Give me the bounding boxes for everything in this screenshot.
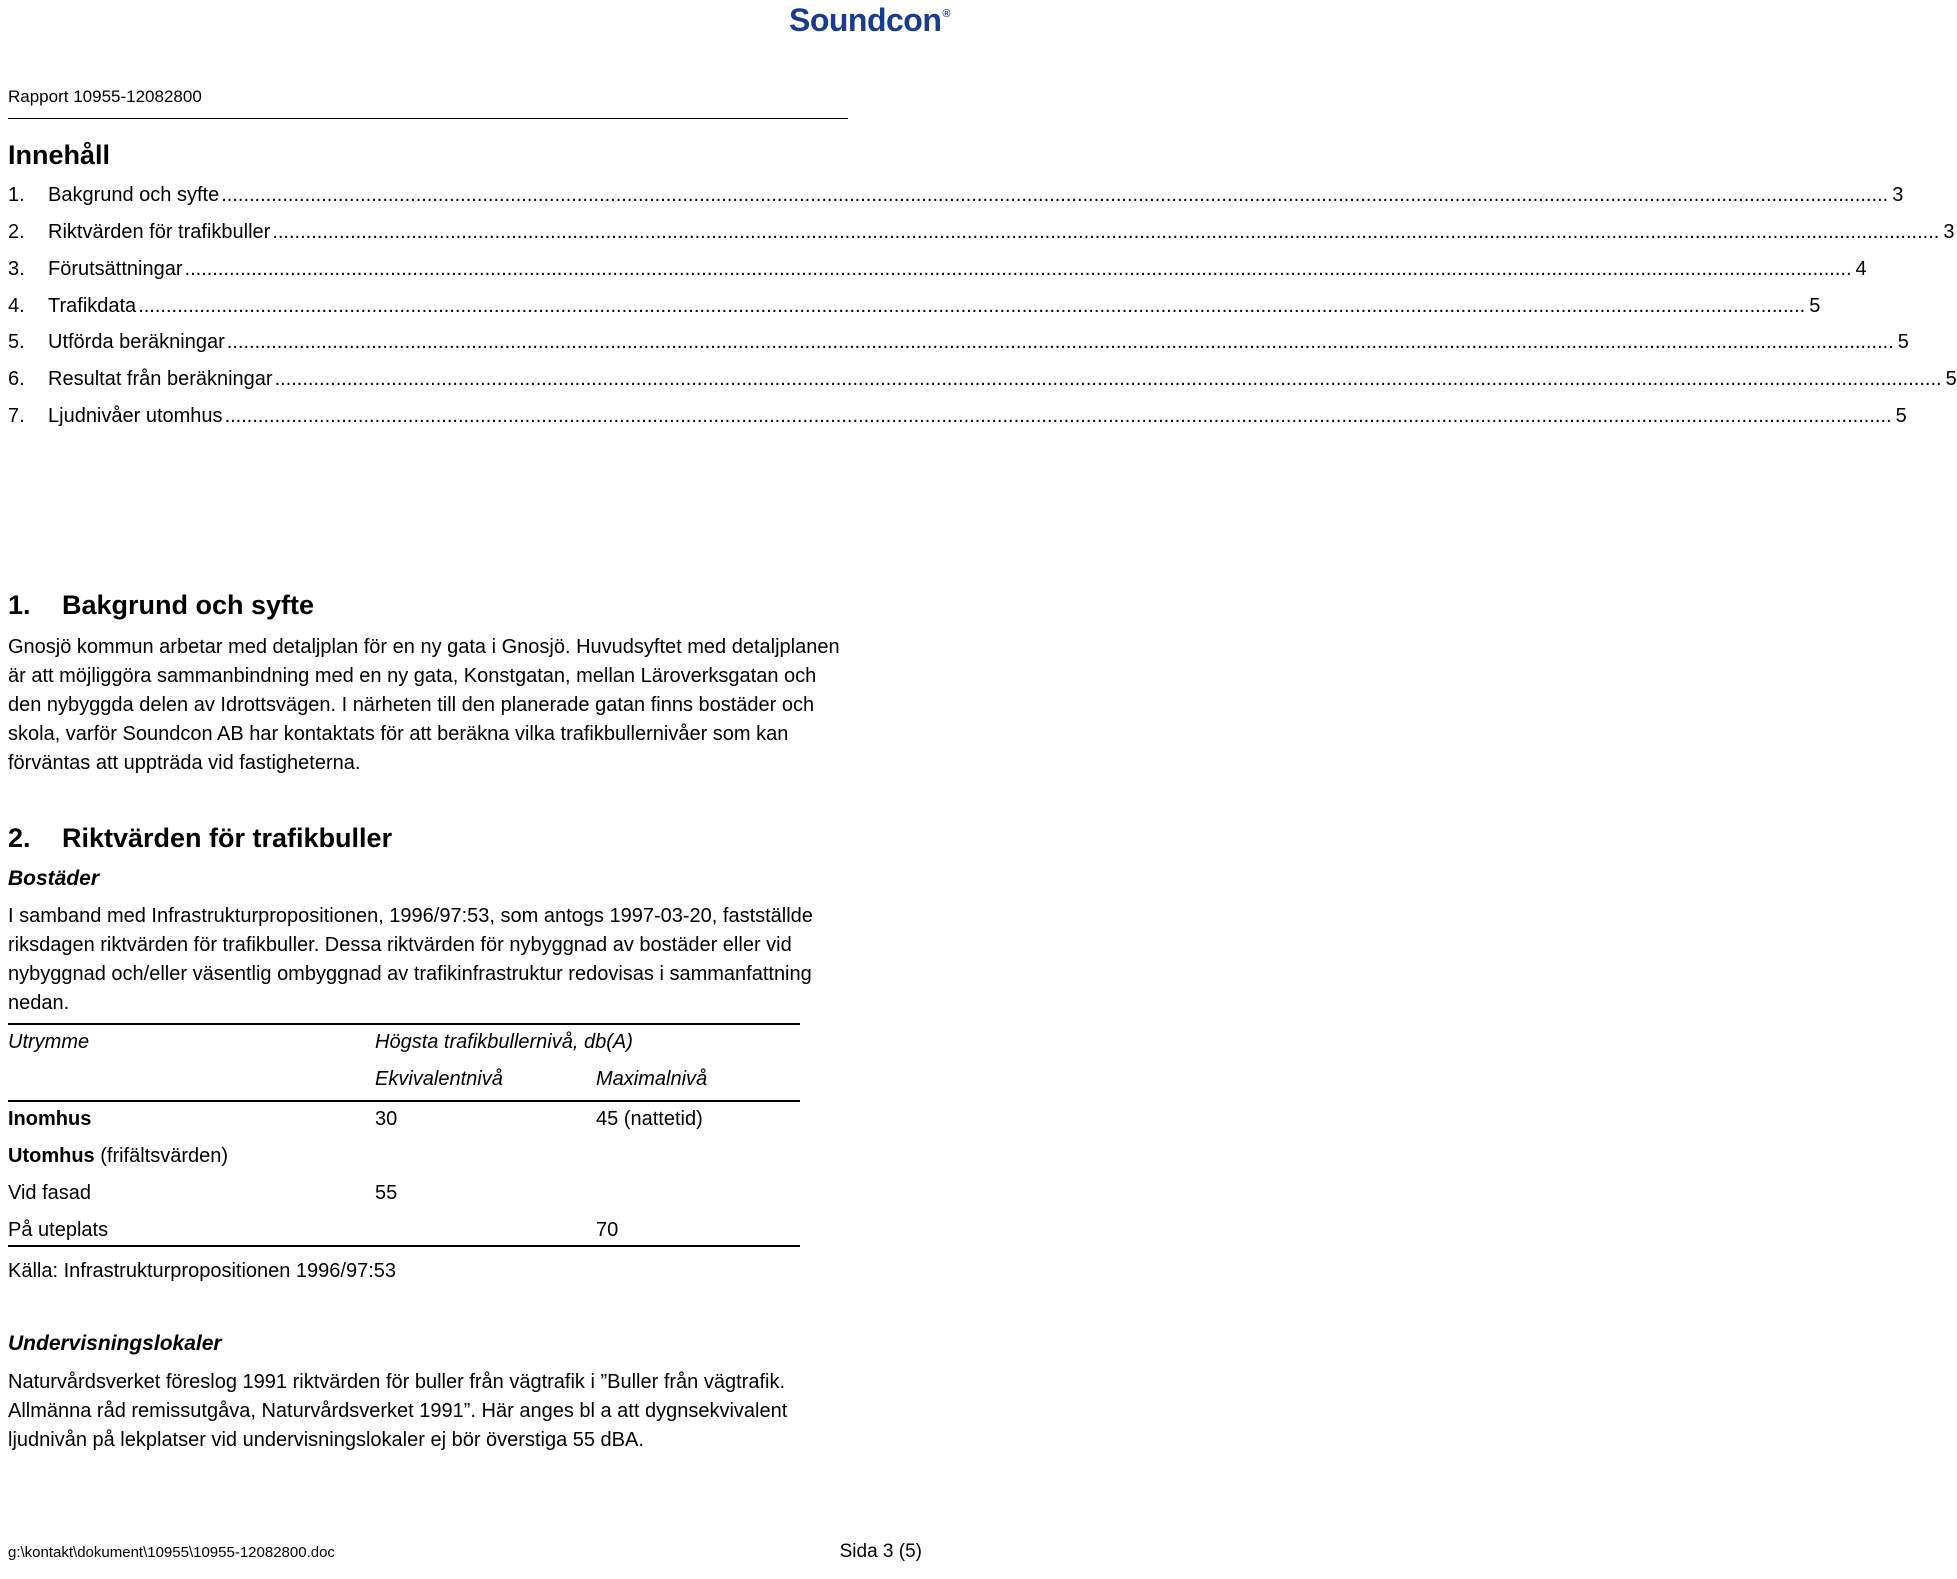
- table-header-rule: [8, 1100, 800, 1102]
- report-id: Rapport 10955-12082800: [8, 87, 202, 106]
- table-header-group: Högsta trafikbullernivå, db(A): [375, 1031, 633, 1053]
- toc-item-page: 3: [1943, 221, 1955, 243]
- row-indoor-label: Inomhus: [8, 1108, 92, 1130]
- toc-item[interactable]: 6. Resultat från beräkningar ............................................................................................................................................................................................................................................................................................................ 5: [8, 368, 1957, 390]
- toc-item-page: 5: [1895, 405, 1907, 427]
- table-header-room: Utrymme: [8, 1031, 90, 1053]
- toc-leader: ............................................................................................................................................................................................................................................................................................................: [224, 405, 1892, 427]
- row-facade-label: Vid fasad: [8, 1182, 92, 1204]
- toc-item[interactable]: 5. Utförda beräkningar ............................................................................................................................................................................................................................................................................................................ 5: [8, 331, 1909, 353]
- section-2-body: I samband med Infrastrukturpropositionen, 1996/97:53, som antogs 1997-03-20, fastställde riksdagen riktvärden för trafikbuller. Dessa riktvärden för nybyggnad av bostäder eller vid nybyggnad och/eller väsentlig ombyggnad av trafikinfrastruktur redovisas i sammanfattning nedan.: [8, 905, 813, 1014]
- toc-item[interactable]: 4. Trafikdata ............................................................................................................................................................................................................................................................................................................ 5: [8, 295, 1821, 317]
- row-indoor-maximum: 45 (nattetid): [596, 1108, 703, 1130]
- table-source: Källa: Infrastrukturpropositionen 1996/97:53: [8, 1260, 397, 1282]
- table-top-rule: [8, 1023, 800, 1025]
- table-header-equivalent: Ekvivalentnivå: [375, 1068, 503, 1090]
- section-2-heading: 2. Riktvärden för trafikbuller: [8, 823, 393, 853]
- toc-item-page: 5: [1809, 295, 1821, 317]
- footer-page-number: Sida 3 (5): [839, 1541, 922, 1562]
- header-divider: [8, 118, 848, 119]
- row-outdoor-label: Utomhus (frifältsvärden): [8, 1145, 229, 1167]
- toc-item-page: 5: [1945, 368, 1957, 390]
- toc-item[interactable]: 1. Bakgrund och syfte ............................................................................................................................................................................................................................................................................................................ 3: [8, 184, 1904, 206]
- row-facade-equivalent: 55: [375, 1182, 398, 1204]
- toc-item-label: Bakgrund och syfte: [48, 184, 220, 206]
- toc-item-label: Riktvärden för trafikbuller: [48, 221, 271, 243]
- toc-leader: ............................................................................................................................................................................................................................................................................................................: [272, 221, 1940, 243]
- toc-leader: ............................................................................................................................................................................................................................................................................................................: [138, 295, 1806, 317]
- footer-file-path: g:\kontakt\dokument\10955\10955-12082800.doc: [8, 1544, 335, 1561]
- row-indoor-equivalent: 30: [375, 1108, 398, 1130]
- table-header-maximum: Maximalnivå: [596, 1068, 708, 1090]
- toc-title: Innehåll: [8, 140, 111, 170]
- toc-item-label: Resultat från beräkningar: [48, 368, 273, 390]
- toc-leader: ............................................................................................................................................................................................................................................................................................................: [226, 331, 1894, 353]
- toc-item-page: 5: [1897, 331, 1909, 353]
- toc-item-page: 3: [1892, 184, 1904, 206]
- registered-mark: ®: [942, 8, 950, 20]
- row-patio-maximum: 70: [596, 1219, 619, 1241]
- toc-item[interactable]: 2. Riktvärden för trafikbuller ............................................................................................................................................................................................................................................................................................................ 3: [8, 221, 1955, 243]
- toc-item-label: Förutsättningar: [48, 258, 183, 280]
- toc-item-label: Ljudnivåer utomhus: [48, 405, 223, 427]
- toc-leader: ............................................................................................................................................................................................................................................................................................................: [274, 368, 1942, 390]
- section-1-heading: 1. Bakgrund och syfte: [8, 590, 315, 620]
- toc-leader: ............................................................................................................................................................................................................................................................................................................: [221, 184, 1889, 206]
- table-bottom-rule: [8, 1245, 800, 1247]
- toc-item-label: Trafikdata: [48, 295, 137, 317]
- subheading-housing: Bostäder: [8, 867, 100, 890]
- toc-leader: ............................................................................................................................................................................................................................................................................................................: [184, 258, 1852, 280]
- schools-body: Naturvårdsverket föreslog 1991 riktvärden för buller från vägtrafik i ”Buller från vägtrafik. Allmänna råd remissutgåva, Naturvårdsverket 1991”. Här anges bl a att dygnsekvivalent ljudnivån på lekplatser vid undervisningslokaler ej bör överstiga 55 dBA.: [8, 1371, 788, 1451]
- row-patio-label: På uteplats: [8, 1219, 109, 1241]
- subheading-schools: Undervisningslokaler: [8, 1332, 222, 1355]
- toc-item[interactable]: 7. Ljudnivåer utomhus ............................................................................................................................................................................................................................................................................................................ 5: [8, 405, 1907, 427]
- toc-item[interactable]: 3. Förutsättningar ............................................................................................................................................................................................................................................................................................................ 4: [8, 258, 1867, 280]
- toc-item-page: 4: [1855, 258, 1867, 280]
- soundcon-logo: Soundcon®: [788, 2, 950, 38]
- section-1-body: Gnosjö kommun arbetar med detaljplan för en ny gata i Gnosjö. Huvudsyftet med detaljplanen är att möjliggöra sammanbindning med en ny gata, Konstgatan, mellan Läroverksgatan och den nybyggda delen av Idrottsvägen. I närheten till den planerade gatan finns bostäder och skola, varför Soundcon AB har kontaktats för att beräkna vilka trafikbullernivåer som kan förväntas att uppträda vid fastigheterna.: [8, 636, 840, 774]
- toc-item-label: Utförda beräkningar: [48, 331, 225, 353]
